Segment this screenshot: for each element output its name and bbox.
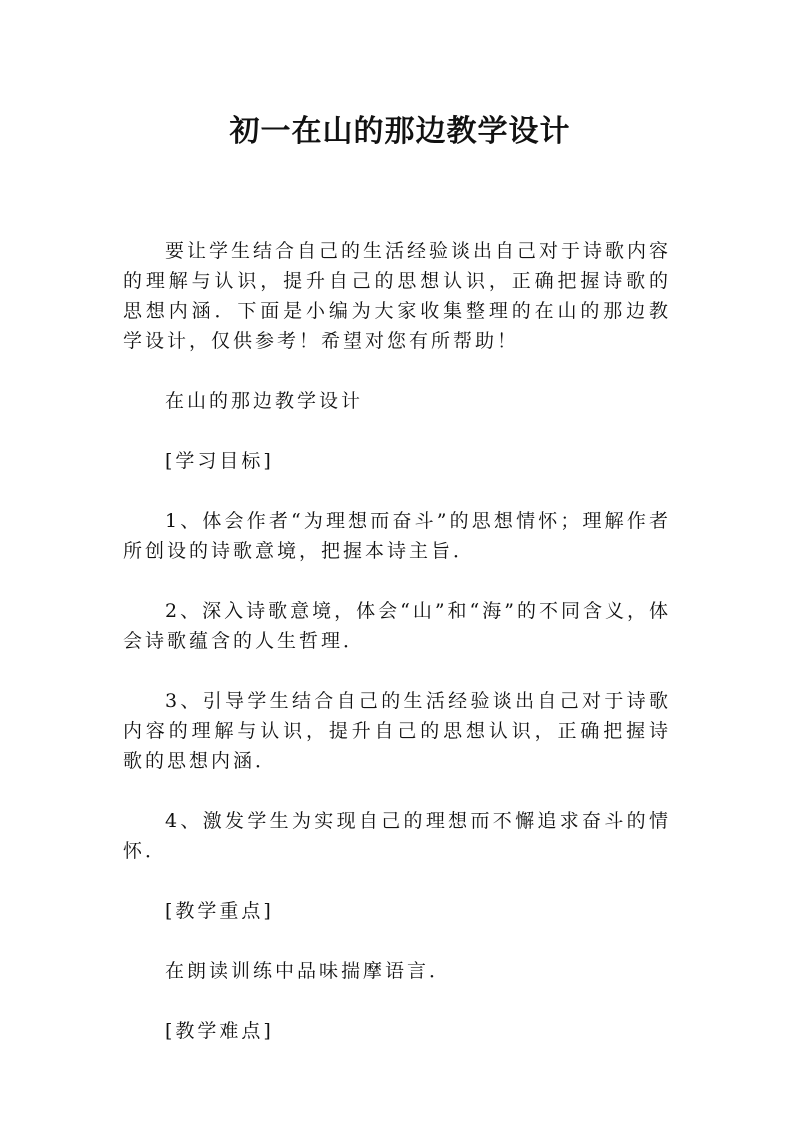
- goal-item-4: 4、激发学生为实现自己的理想而不懈追求奋斗的情怀．: [123, 810, 671, 862]
- goal-item-3: 3、引导学生结合自己的生活经验谈出自己对于诗歌内容的理解与认识，提升自己的思想认识，正确把握诗歌的思想内涵．: [123, 690, 671, 772]
- intro-paragraph: 要让学生结合自己的生活经验谈出自己对于诗歌内容的理解与认识，提升自己的思想认识，正确把握诗歌的思想内涵．下面是小编为大家收集整理的在山的那边教学设计，仅供参考！希望对您有所帮助！: [123, 240, 672, 352]
- teaching-focus-heading: [教学重点]: [165, 900, 274, 922]
- document-title: 初一在山的那边教学设计: [229, 114, 571, 149]
- teaching-focus-text: 在朗读训练中品味揣摩语言．: [165, 960, 452, 982]
- section-heading: 在山的那边教学设计: [165, 390, 364, 412]
- teaching-difficulty-heading: [教学难点]: [165, 1020, 274, 1042]
- document-body: [123, 236, 671, 1076]
- learning-goals-heading: [学习目标]: [165, 450, 274, 472]
- goal-item-2: 2、深入诗歌意境，体会“山”和“海”的不同含义，体会诗歌蕴含的人生哲理．: [123, 600, 671, 652]
- goal-item-1: 1、体会作者“为理想而奋斗”的思想情怀；理解作者所创设的诗歌意境，把握本诗主旨．: [123, 510, 671, 562]
